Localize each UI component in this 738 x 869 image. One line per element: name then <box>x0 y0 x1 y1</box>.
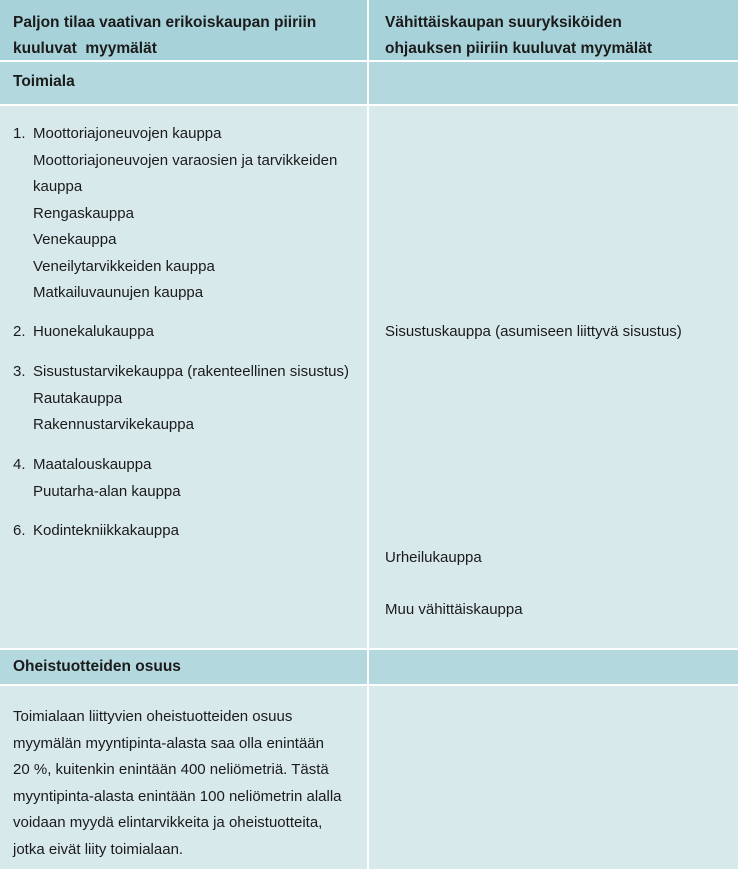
large-unit-list-cell <box>369 106 738 648</box>
toimiala-right-cell <box>369 62 738 106</box>
toimiala-label: Toimiala <box>13 73 75 90</box>
category-line: Maatalouskauppa <box>33 456 152 473</box>
right-list-item: Muu vähittäiskauppa <box>385 601 523 618</box>
paragraph-line: Toimialaan liittyvien oheistuotteiden osuus <box>13 708 293 725</box>
header-right-cell <box>369 0 738 62</box>
oheis-label: Oheistuotteiden osuus <box>13 658 181 675</box>
right-list-item: Sisustuskauppa (asumiseen liittyvä sisustus) <box>385 323 682 340</box>
group-number: 6. <box>13 522 26 539</box>
right-list-item: Urheilukauppa <box>385 549 482 566</box>
category-line: Rautakauppa <box>33 389 123 407</box>
paragraph-line: myymälän myyntipinta-alasta saa olla enintään <box>13 734 324 752</box>
oheis-paragraph <box>13 704 363 863</box>
category-list-cell <box>0 106 369 648</box>
category-line: Puutarha-alan kauppa <box>33 482 181 500</box>
header-left-cell <box>0 0 369 62</box>
category-line: Veneilytarvikkeiden kauppa <box>33 257 215 275</box>
category-line: Rakennustarvikekauppa <box>33 416 194 433</box>
paragraph-line: myyntipinta-alasta enintään 100 neliömetrin alalla <box>13 787 342 805</box>
oheis-paragraph-cell <box>0 686 369 869</box>
category-line: kauppa <box>33 178 83 195</box>
category-line: Matkailuvaunujen kauppa <box>33 284 204 301</box>
oheis-label-cell <box>0 648 369 686</box>
header-left-title-line: Paljon tilaa vaativan erikoiskaupan piiriin <box>13 14 317 31</box>
paragraph-line: voidaan myydä elintarvikkeita ja oheistuotteita, <box>13 814 323 831</box>
header-right-title <box>385 10 728 62</box>
category-line: Sisustustarvikekauppa (rakenteellinen sisustus) <box>33 363 349 380</box>
group-number: 1. <box>13 125 26 142</box>
header-left-title-line: kuuluvat myymälät <box>13 40 157 57</box>
category-line: Moottoriajoneuvojen kauppa <box>33 125 222 142</box>
header-right-title-line: Vähittäiskaupan suuryksiköiden <box>385 14 622 31</box>
group-number: 2. <box>13 323 26 340</box>
category-line: Venekauppa <box>33 231 117 248</box>
category-line: Rengaskauppa <box>33 204 134 222</box>
toimiala-label-cell <box>0 62 369 106</box>
paragraph-line: 20 %, kuitenkin enintään 400 neliömetriä. Tästä <box>13 761 329 778</box>
category-line: Moottoriajoneuvojen varaosien ja tarvikkeiden <box>33 151 338 169</box>
header-left-title <box>13 10 357 62</box>
group-number: 3. <box>13 363 26 380</box>
oheis-right-empty-cell <box>369 686 738 869</box>
paragraph-line: jotka eivät liity toimialaan. <box>13 840 184 858</box>
group-number: 4. <box>13 456 26 473</box>
category-line: Huonekalukauppa <box>33 323 154 340</box>
category-line: Kodintekniikkakauppa <box>33 522 179 539</box>
oheis-right-cell <box>369 648 738 686</box>
header-right-title-line: ohjauksen piiriin kuuluvat myymälät <box>385 40 653 57</box>
